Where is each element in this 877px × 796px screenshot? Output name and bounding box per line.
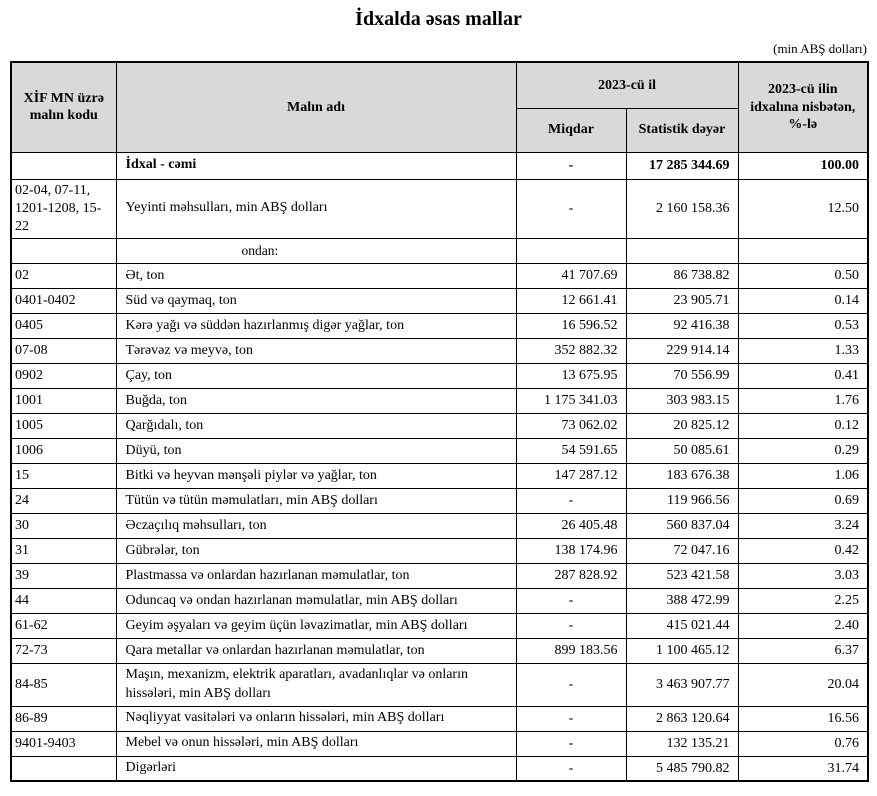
value-cell: 20 825.12 — [626, 414, 738, 439]
table-row — [11, 389, 868, 414]
code-cell: 72-73 — [11, 639, 116, 664]
share-cell: 0.53 — [738, 314, 868, 339]
share-cell: 20.04 — [738, 664, 868, 707]
name-cell: Gübrələr, ton — [116, 539, 516, 564]
table-row — [11, 439, 868, 464]
value-cell: 23 905.71 — [626, 289, 738, 314]
value-cell: 72 047.16 — [626, 539, 738, 564]
share-cell: 1.33 — [738, 339, 868, 364]
share-cell: 0.69 — [738, 489, 868, 514]
table-row — [11, 589, 868, 614]
table-row — [11, 706, 868, 731]
header-share: 2023-cü ilin idxalına nisbətən, %-lə — [738, 62, 868, 152]
header-row-top — [11, 62, 868, 108]
table-row — [11, 539, 868, 564]
code-cell: 30 — [11, 514, 116, 539]
share-cell: 0.76 — [738, 731, 868, 756]
name-cell: Mebel və onun hissələri, min ABŞ dolları — [116, 731, 516, 756]
value-cell: 86 738.82 — [626, 264, 738, 289]
header-quantity: Miqdar — [516, 108, 626, 152]
share-cell: 31.74 — [738, 756, 868, 781]
name-cell: Tərəvəz və meyvə, ton — [116, 339, 516, 364]
name-cell: Süd və qaymaq, ton — [116, 289, 516, 314]
code-cell: 39 — [11, 564, 116, 589]
table-row — [11, 731, 868, 756]
name-cell: ondan: — [116, 239, 516, 264]
table-row — [11, 514, 868, 539]
name-cell: Digərləri — [116, 756, 516, 781]
code-cell: 0401-0402 — [11, 289, 116, 314]
share-cell: 3.03 — [738, 564, 868, 589]
name-cell: Qara metallar və onlardan hazırlanan məmulatlar, ton — [116, 639, 516, 664]
code-cell: 1006 — [11, 439, 116, 464]
qty-cell — [516, 239, 626, 264]
value-cell: 1 100 465.12 — [626, 639, 738, 664]
code-cell: 0902 — [11, 364, 116, 389]
code-cell: 02 — [11, 264, 116, 289]
qty-cell: 352 882.32 — [516, 339, 626, 364]
share-cell: 1.06 — [738, 464, 868, 489]
table-row — [11, 489, 868, 514]
name-cell: İdxal - cəmi — [116, 152, 516, 179]
value-cell: 183 676.38 — [626, 464, 738, 489]
header-code: XİF MN üzrə malın kodu — [11, 62, 116, 152]
value-cell: 132 135.21 — [626, 731, 738, 756]
qty-cell: 13 675.95 — [516, 364, 626, 389]
qty-cell: - — [516, 706, 626, 731]
table-row — [11, 364, 868, 389]
name-cell: Nəqliyyat vasitələri və onların hissələri, min ABŞ dolları — [116, 706, 516, 731]
value-cell: 5 485 790.82 — [626, 756, 738, 781]
qty-cell: 16 596.52 — [516, 314, 626, 339]
value-cell: 415 021.44 — [626, 614, 738, 639]
table-header — [11, 62, 868, 152]
name-cell: Qarğıdalı, ton — [116, 414, 516, 439]
share-cell: 0.14 — [738, 289, 868, 314]
table-row — [11, 179, 868, 239]
code-cell: 0405 — [11, 314, 116, 339]
table-row — [11, 756, 868, 781]
value-cell: 92 416.38 — [626, 314, 738, 339]
name-cell: Oduncaq və ondan hazırlanan məmulatlar, min ABŞ dolları — [116, 589, 516, 614]
code-cell: 9401-9403 — [11, 731, 116, 756]
share-cell: 16.56 — [738, 706, 868, 731]
code-cell — [11, 239, 116, 264]
qty-cell: - — [516, 756, 626, 781]
value-cell: 70 556.99 — [626, 364, 738, 389]
table-row — [11, 314, 868, 339]
share-cell: 0.12 — [738, 414, 868, 439]
table-row — [11, 464, 868, 489]
name-cell: Kərə yağı və süddən hazırlanmış digər yağlar, ton — [116, 314, 516, 339]
share-cell: 2.40 — [738, 614, 868, 639]
table-row — [11, 564, 868, 589]
header-year-group: 2023-cü il — [516, 62, 738, 108]
qty-cell: - — [516, 589, 626, 614]
value-cell: 119 966.56 — [626, 489, 738, 514]
code-cell: 61-62 — [11, 614, 116, 639]
qty-cell: 54 591.65 — [516, 439, 626, 464]
imports-table — [10, 61, 869, 782]
share-cell: 2.25 — [738, 589, 868, 614]
qty-cell: - — [516, 664, 626, 707]
qty-cell: - — [516, 614, 626, 639]
qty-cell: 12 661.41 — [516, 289, 626, 314]
name-cell: Tütün və tütün məmulatları, min ABŞ dolları — [116, 489, 516, 514]
qty-cell: 899 183.56 — [516, 639, 626, 664]
share-cell: 0.50 — [738, 264, 868, 289]
table-row — [11, 639, 868, 664]
code-cell: 44 — [11, 589, 116, 614]
share-cell: 0.42 — [738, 539, 868, 564]
table-body — [11, 152, 868, 781]
code-cell — [11, 756, 116, 781]
table-row — [11, 664, 868, 707]
qty-cell: 73 062.02 — [516, 414, 626, 439]
name-cell: Ət, ton — [116, 264, 516, 289]
share-cell: 12.50 — [738, 179, 868, 239]
name-cell: Çay, ton — [116, 364, 516, 389]
value-cell: 523 421.58 — [626, 564, 738, 589]
code-cell: 84-85 — [11, 664, 116, 707]
table-row — [11, 614, 868, 639]
page-title: İdxalda əsas mallar — [355, 8, 522, 30]
name-cell: Plastmassa və onlardan hazırlanan məmulatlar, ton — [116, 564, 516, 589]
code-cell: 02-04, 07-11, 1201-1208, 15-22 — [11, 179, 116, 239]
code-cell: 24 — [11, 489, 116, 514]
code-cell: 1005 — [11, 414, 116, 439]
share-cell: 1.76 — [738, 389, 868, 414]
table-row-subheading — [11, 239, 868, 264]
qty-cell: 26 405.48 — [516, 514, 626, 539]
name-cell: Bitki və heyvan mənşəli piylər və yağlar, ton — [116, 464, 516, 489]
code-cell: 31 — [11, 539, 116, 564]
table-row — [11, 339, 868, 364]
qty-cell: 1 175 341.03 — [516, 389, 626, 414]
name-cell: Düyü, ton — [116, 439, 516, 464]
table-row — [11, 264, 868, 289]
qty-cell: - — [516, 731, 626, 756]
share-cell — [738, 239, 868, 264]
code-cell: 15 — [11, 464, 116, 489]
value-cell: 388 472.99 — [626, 589, 738, 614]
name-cell: Yeyinti məhsulları, min ABŞ dolları — [116, 179, 516, 239]
value-cell: 2 160 158.36 — [626, 179, 738, 239]
name-cell: Əczaçılıq məhsulları, ton — [116, 514, 516, 539]
share-cell: 6.37 — [738, 639, 868, 664]
share-cell: 0.29 — [738, 439, 868, 464]
share-cell: 3.24 — [738, 514, 868, 539]
header-stat-value: Statistik dəyər — [626, 108, 738, 152]
name-cell: Buğda, ton — [116, 389, 516, 414]
table-row-total — [11, 152, 868, 179]
name-cell: Geyim əşyaları və geyim üçün ləvazimatlar, min ABŞ dolları — [116, 614, 516, 639]
qty-cell: 41 707.69 — [516, 264, 626, 289]
header-name: Malın adı — [116, 62, 516, 152]
code-cell: 86-89 — [11, 706, 116, 731]
name-cell: Maşın, mexanizm, elektrik aparatları, avadanlıqlar və onların hissələri, min ABŞ dolları — [116, 664, 516, 707]
qty-cell: - — [516, 152, 626, 179]
code-cell: 07-08 — [11, 339, 116, 364]
share-cell: 100.00 — [738, 152, 868, 179]
qty-cell: 138 174.96 — [516, 539, 626, 564]
qty-cell: - — [516, 489, 626, 514]
qty-cell: - — [516, 179, 626, 239]
value-cell: 2 863 120.64 — [626, 706, 738, 731]
value-cell: 3 463 907.77 — [626, 664, 738, 707]
share-cell: 0.41 — [738, 364, 868, 389]
value-cell: 17 285 344.69 — [626, 152, 738, 179]
value-cell: 229 914.14 — [626, 339, 738, 364]
value-cell — [626, 239, 738, 264]
qty-cell: 287 828.92 — [516, 564, 626, 589]
code-cell — [11, 152, 116, 179]
table-row — [11, 414, 868, 439]
qty-cell: 147 287.12 — [516, 464, 626, 489]
value-cell: 303 983.15 — [626, 389, 738, 414]
table-row — [11, 289, 868, 314]
value-cell: 50 085.61 — [626, 439, 738, 464]
code-cell: 1001 — [11, 389, 116, 414]
value-cell: 560 837.04 — [626, 514, 738, 539]
unit-note: (min ABŞ dolları) — [773, 41, 867, 56]
